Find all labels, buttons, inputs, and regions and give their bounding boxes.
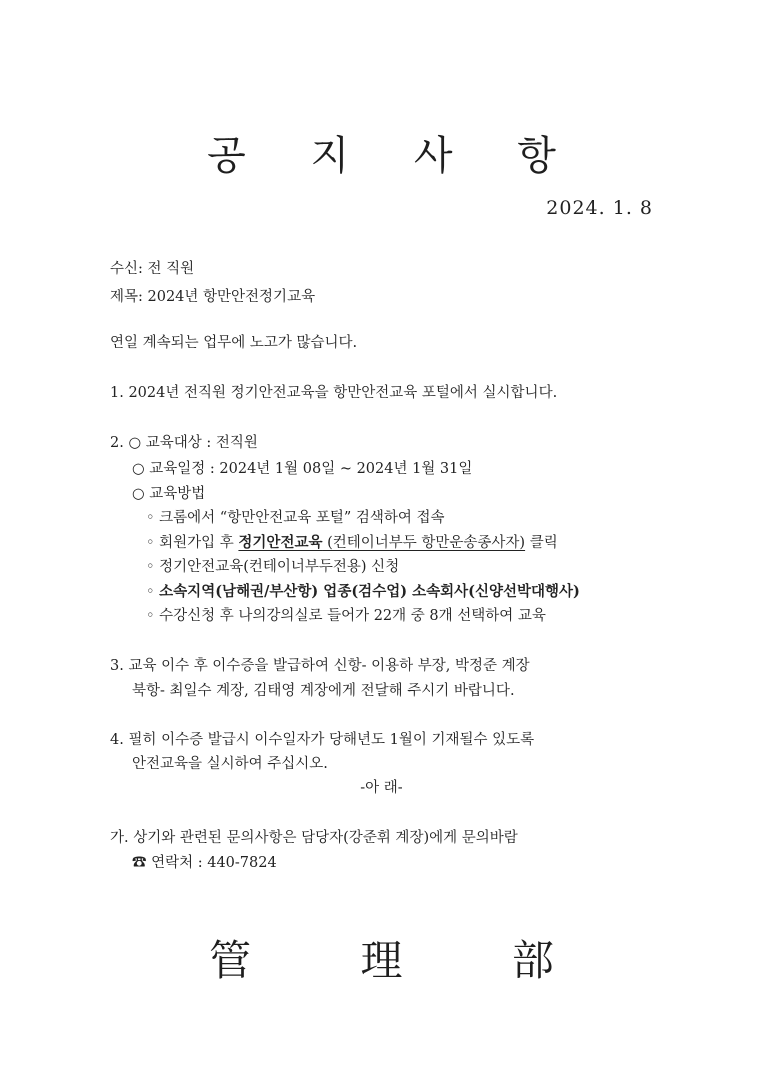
item-3-line-2: 북항- 최일수 계장, 김태영 계장에게 전달해 주시기 바랍니다. bbox=[132, 683, 515, 699]
subject-line: 제목: 2024년 항만안전정기교육 bbox=[110, 289, 316, 305]
item-2-target: 2. ○ 교육대상 : 전직원 bbox=[110, 435, 258, 451]
affiliation-highlight: 소속지역(남해권/부산항) 업종(검수업) 소속회사(신양선박대행사) bbox=[159, 583, 580, 600]
page-title: 공 지 사 항 bbox=[207, 133, 582, 179]
method-step-5: ◦ 수강신청 후 나의강의실로 들어가 22개 중 8개 선택하여 교육 bbox=[146, 608, 546, 624]
item-4-line-2: 안전교육을 실시하여 주십시오. bbox=[132, 756, 328, 772]
method-step-2-prefix: ◦ 회원가입 후 bbox=[146, 535, 239, 551]
item-2-schedule: ○ 교육일정 : 2024년 1월 08일 ~ 2024년 1월 31일 bbox=[132, 461, 473, 477]
regular-safety-edu-highlight: 정기안전교육 bbox=[238, 534, 323, 551]
method-step-4 bbox=[146, 580, 580, 601]
method-step-1: ◦ 크롬에서 “항만안전교육 포털” 검색하여 접속 bbox=[146, 510, 445, 526]
container-terminal-note: (컨테이너부두 항만운송종사자) bbox=[322, 535, 526, 551]
method-step-4-bullet: ◦ bbox=[146, 584, 160, 600]
method-step-2 bbox=[146, 531, 558, 552]
item-2-method: ○ 교육방법 bbox=[132, 486, 206, 502]
item-4-line-1: 4. 필히 이수증 발급시 이수일자가 당해년도 1월이 기재될수 있도록 bbox=[110, 732, 535, 748]
item-1: 1. 2024년 전직원 정기안전교육을 항만안전교육 포털에서 실시합니다. bbox=[110, 385, 558, 401]
department-signature: 管 理 部 bbox=[209, 936, 602, 985]
greeting-line: 연일 계속되는 업무에 노고가 많습니다. bbox=[110, 335, 358, 351]
method-step-2-suffix: 클릭 bbox=[525, 535, 558, 551]
notice-date: 2024. 1. 8 bbox=[546, 197, 653, 219]
recipient-line: 수신: 전 직원 bbox=[110, 261, 195, 277]
contact-phone: ☎ 연락처 : 440-7824 bbox=[132, 855, 277, 871]
below-heading: -아 래- bbox=[360, 780, 403, 796]
contact-line: 가. 상기와 관련된 문의사항은 담당자(강준휘 계장)에게 문의바람 bbox=[110, 830, 518, 846]
method-step-3: ◦ 정기안전교육(컨테이너부두전용) 신청 bbox=[146, 559, 400, 575]
item-3-line-1: 3. 교육 이수 후 이수증을 발급하여 신항- 이용하 부장, 박정준 계장 bbox=[110, 658, 530, 674]
